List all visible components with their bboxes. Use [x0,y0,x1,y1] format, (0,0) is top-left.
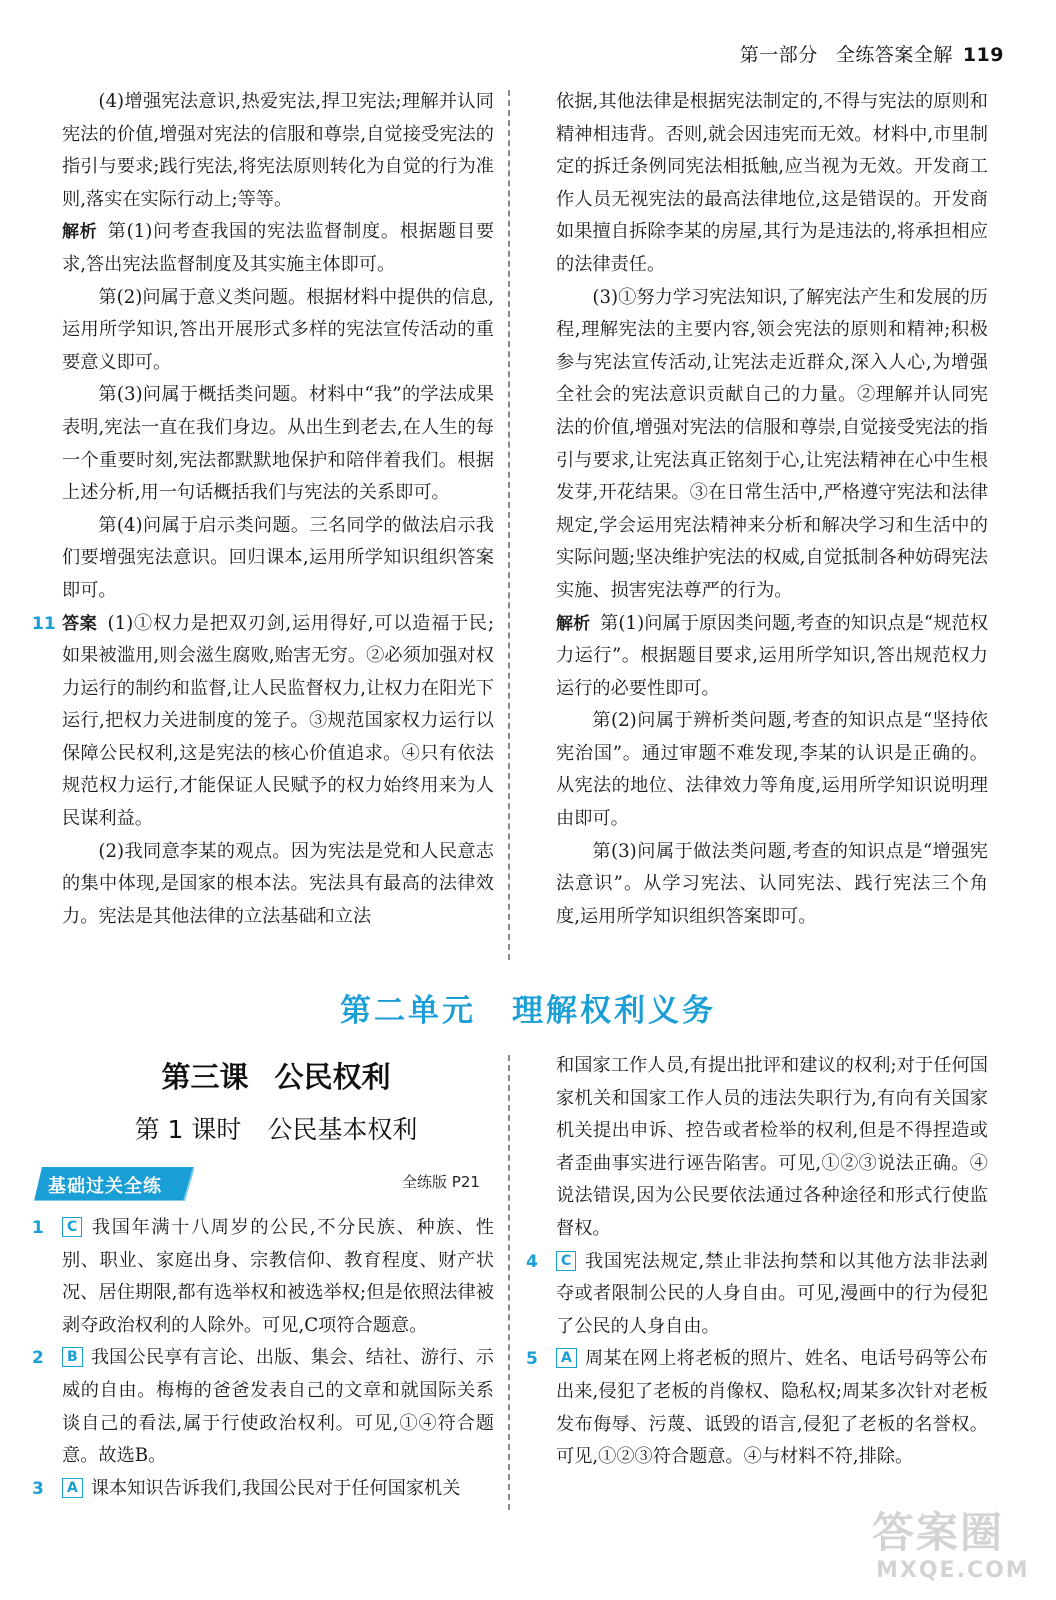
answer-choice-box: A [62,1478,83,1498]
answer-choice-box: B [62,1347,83,1367]
answer-item-body [62,1212,494,1342]
unit-number: 第二单元 [340,993,476,1029]
answer-item-3 [32,1473,494,1506]
analysis-paragraph-3: 第(3)问属于概括类问题。材料中“我”的学法成果表明,宪法一直在我们身边。从出生到老去,在人生的每一个重要时刻,宪法都默默地保护和陪伴着我们。根据上述分析,用一句话概括我们与宪法的关系即可。 [62,384,494,504]
column-divider-bottom [508,1055,510,1510]
analysis-label: 解析 [62,222,98,243]
analysis-paragraph-3: 第(3)问属于做法类问题,考查的知识点是“增强宪法意识”。从学习宪法、认同宪法、践行宪法三个角度,运用所学知识组织答案即可。 [556,840,988,927]
question-number: 11 [32,613,56,634]
unit-title [0,985,1056,1030]
answer-explanation: 课本知识告诉我们,我国公民对于任何国家机关 [90,1477,461,1499]
answer-item-body [556,1343,988,1473]
period-number: 第 1 课时 [134,1115,242,1144]
top-right-column [556,86,988,933]
answer-item-body [62,1473,494,1506]
period-name: 公民基本权利 [267,1115,418,1144]
answer-paragraph-q11 [62,608,494,836]
top-left-column [32,86,495,933]
answer-item-body [62,1342,494,1472]
analysis-label: 解析 [556,613,591,634]
analysis-paragraph [62,216,494,281]
analysis-paragraph-2: 第(2)问属于意义类问题。根据材料中提供的信息,运用所学知识,答出开展形式多样的宪法宣传活动的重要意义即可。 [62,286,494,373]
question-number: 2 [32,1348,44,1369]
banner-label: 基础过关全练 [48,1176,162,1197]
answer-continuation: 和国家工作人员,有提出批评和建议的权利;对于任何国家机关和国家工作人员的违法失职行为,有向有关国家机关提出申诉、控告或者检举的权利,但是不得捏造或者歪曲事实进行诬告陷害。可见,①②③说法正确。④说法错误,因为公民要依法通过各种途径和形式行使监督权。 [556,1055,988,1239]
answer-item-2 [32,1342,494,1472]
answer-label: 答案 [62,613,98,634]
answer-choice-box: C [62,1217,82,1237]
answer-explanation: 我国年满十八周岁的公民,不分民族、种族、性别、职业、家庭出身、宗教信仰、教育程度、财产状况、居住期限,都有选举权和被选举权;但是依照法律被剥夺政治权利的人除外。可见,C项符合题意。 [62,1217,494,1336]
analysis-text: 第(1)问属于原因类问题,考查的知识点是“规范权力运行”。根据题目要求,运用所学知识,答出规范权力运行的必要性即可。 [556,612,989,699]
header-book-title: 全练答案全解 [835,44,953,66]
watermark-url: MXQE.COM [876,1558,1030,1583]
analysis-paragraph-2: 第(2)问属于辨析类问题,考查的知识点是“坚持依宪治国”。通过审题不难发现,李某的认识是正确的。从宪法的地位、法律效力等角度,运用所学知识说明理由即可。 [556,710,988,830]
question-number: 3 [32,1478,44,1499]
lesson-number: 第三课 [161,1060,249,1094]
lesson-name: 公民权利 [274,1060,391,1094]
question-number: 4 [526,1251,538,1272]
period-title [60,1110,492,1146]
section-banner [34,1167,194,1201]
answer-explanation: 我国公民享有言论、出版、集会、结社、游行、示威的自由。梅梅的爸爸发表自己的文章和就国际关系谈自己的看法,属于行使政治权利。可见,①④符合题意。故选B。 [62,1347,494,1467]
bottom-right-column [526,1050,988,1474]
question-number: 1 [32,1218,44,1238]
watermark-text: 答案圈 [872,1508,1005,1557]
answer-item-5 [526,1343,988,1473]
answer-item-4 [526,1246,988,1344]
answer-text: (1)①权力是把双刃剑,运用得好,可以造福于民;如果被滥用,则会滋生腐败,贻害无穷。②必须加强对权力运行的制约和监督,让人民监督权力,让权力在阳光下运行,把权力关进制度的笼子。③规范国家权力运行以保障公民权利,这是宪法的核心价值追求。④只有依法规范权力运行,才能保证人民赋予的权力始终用来为人民谋利益。 [62,612,494,830]
answer-choice-box: A [556,1348,577,1368]
header-section: 第一部分 [739,44,818,66]
answer-explanation: 周某在网上将老板的照片、姓名、电话号码等公布出来,侵犯了老板的肖像权、隐私权;周某多次针对老板发布侮辱、污蔑、诋毁的语言,侵犯了老板的名誉权。可见,①②③符合题意。④与材料不符,排除。 [556,1348,988,1468]
unit-name: 理解权利义务 [512,993,716,1029]
analysis-paragraph [556,608,988,706]
answer-paragraph: (4)增强宪法意识,热爱宪法,捍卫宪法;理解并认同宪法的价值,增强对宪法的信服和尊崇,自觉接受宪法的指引与要求;践行宪法,将宪法原则转化为自觉的行为准则,落实在实际行动上;等等。 [62,91,494,210]
page-reference: 全练版 P21 [402,1173,480,1191]
bottom-left-column [32,1212,494,1505]
answer-continuation: 依据,其他法律是根据宪法制定的,不得与宪法的原则和精神相违背。否则,就会因违宪而无效。材料中,市里制定的拆迁条例同宪法相抵触,应当视为无效。开发商工作人员无视宪法的最高法律地位,这是错误的。开发商如果擅自拆除李某的房屋,其行为是违法的,将承担相应的法律责任。 [556,91,988,275]
answer-item-body [556,1246,988,1344]
answer-item-1 [32,1212,494,1342]
answer-paragraph-q11-2: (2)我同意李某的观点。因为宪法是党和人民意志的集中体现,是国家的根本法。宪法具有最高的法律效力。宪法是其他法律的立法基础和立法 [62,840,494,927]
question-11 [32,608,494,836]
answer-choice-box: C [556,1251,576,1271]
lesson-title [60,1055,492,1096]
column-divider-top [508,90,510,960]
analysis-text: 第(1)问考查我国的宪法监督制度。根据题目要求,答出宪法监督制度及其实施主体即可。 [62,221,495,275]
answer-paragraph-3: (3)①努力学习宪法知识,了解宪法产生和发展的历程,理解宪法的主要内容,领会宪法的原则和精神;积极参与宪法宣传活动,让宪法走近群众,深入人心,为增强全社会的宪法意识贡献自己的力量。②理解并认同宪法的价值,增强对宪法的信服和尊崇,自觉接受宪法的指引与要求,让宪法真正铭刻于心,让宪法精神在心中生根发芽,开花结果。③在日常生活中,严格遵守宪法和法律规定,学会运用宪法精神来分析和解决学习和生活中的实际问题;坚决维护宪法的权威,自觉抵制各种妨碍宪法实施、损害宪法尊严的行为。 [556,286,988,601]
question-number: 5 [526,1349,538,1370]
watermark [872,1500,1042,1590]
page-header [740,40,1004,67]
page-number: 119 [962,44,1004,66]
answer-explanation: 我国宪法规定,禁止非法拘禁和以其他方法非法剥夺或者限制公民的人身自由。可见,漫画中的行为侵犯了公民的人身自由。 [556,1250,988,1337]
analysis-paragraph-4: 第(4)问属于启示类问题。三名同学的做法启示我们要增强宪法意识。回归课本,运用所学知识组织答案即可。 [62,514,494,601]
